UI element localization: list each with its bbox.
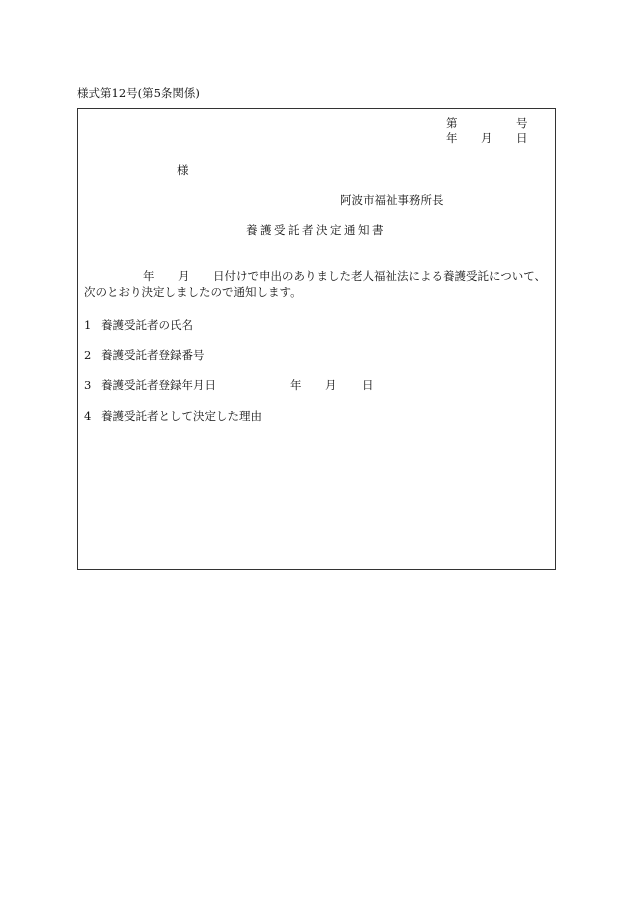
document-title: 養護受託者決定通知書 (246, 223, 386, 237)
date-month-label: 月 (481, 131, 493, 145)
item-4-number: 4 (84, 409, 92, 423)
body-line2: 次のとおり決定しましたので通知します。 (84, 285, 302, 299)
issuer-name: 阿波市福祉事務所長 (340, 193, 444, 207)
item-4-label: 養護受託者として決定した理由 (101, 409, 262, 423)
item-3-label: 養護受託者登録年月日 (101, 378, 216, 392)
item-3-day-label: 日 (362, 378, 374, 392)
form-frame (77, 108, 556, 570)
date-year-label: 年 (446, 131, 458, 145)
document-number-prefix: 第 (446, 116, 458, 130)
addressee-suffix: 様 (177, 163, 189, 177)
date-day-label: 日 (516, 131, 528, 145)
document-number-suffix: 号 (516, 116, 528, 130)
item-2-number: 2 (84, 348, 92, 362)
form-number-label: 様式第12号(第5条関係) (77, 86, 200, 100)
item-1-label: 養護受託者の氏名 (101, 318, 193, 332)
item-2-label: 養護受託者登録番号 (101, 348, 205, 362)
body-month-label: 月 (178, 269, 190, 283)
body-year-label: 年 (143, 269, 155, 283)
item-3-year-label: 年 (290, 378, 302, 392)
item-3-month-label: 月 (325, 378, 337, 392)
item-3-number: 3 (84, 378, 92, 392)
body-line1: 日付けで申出のありました老人福祉法による養護受託について、 (213, 269, 547, 283)
item-1-number: 1 (84, 318, 92, 332)
